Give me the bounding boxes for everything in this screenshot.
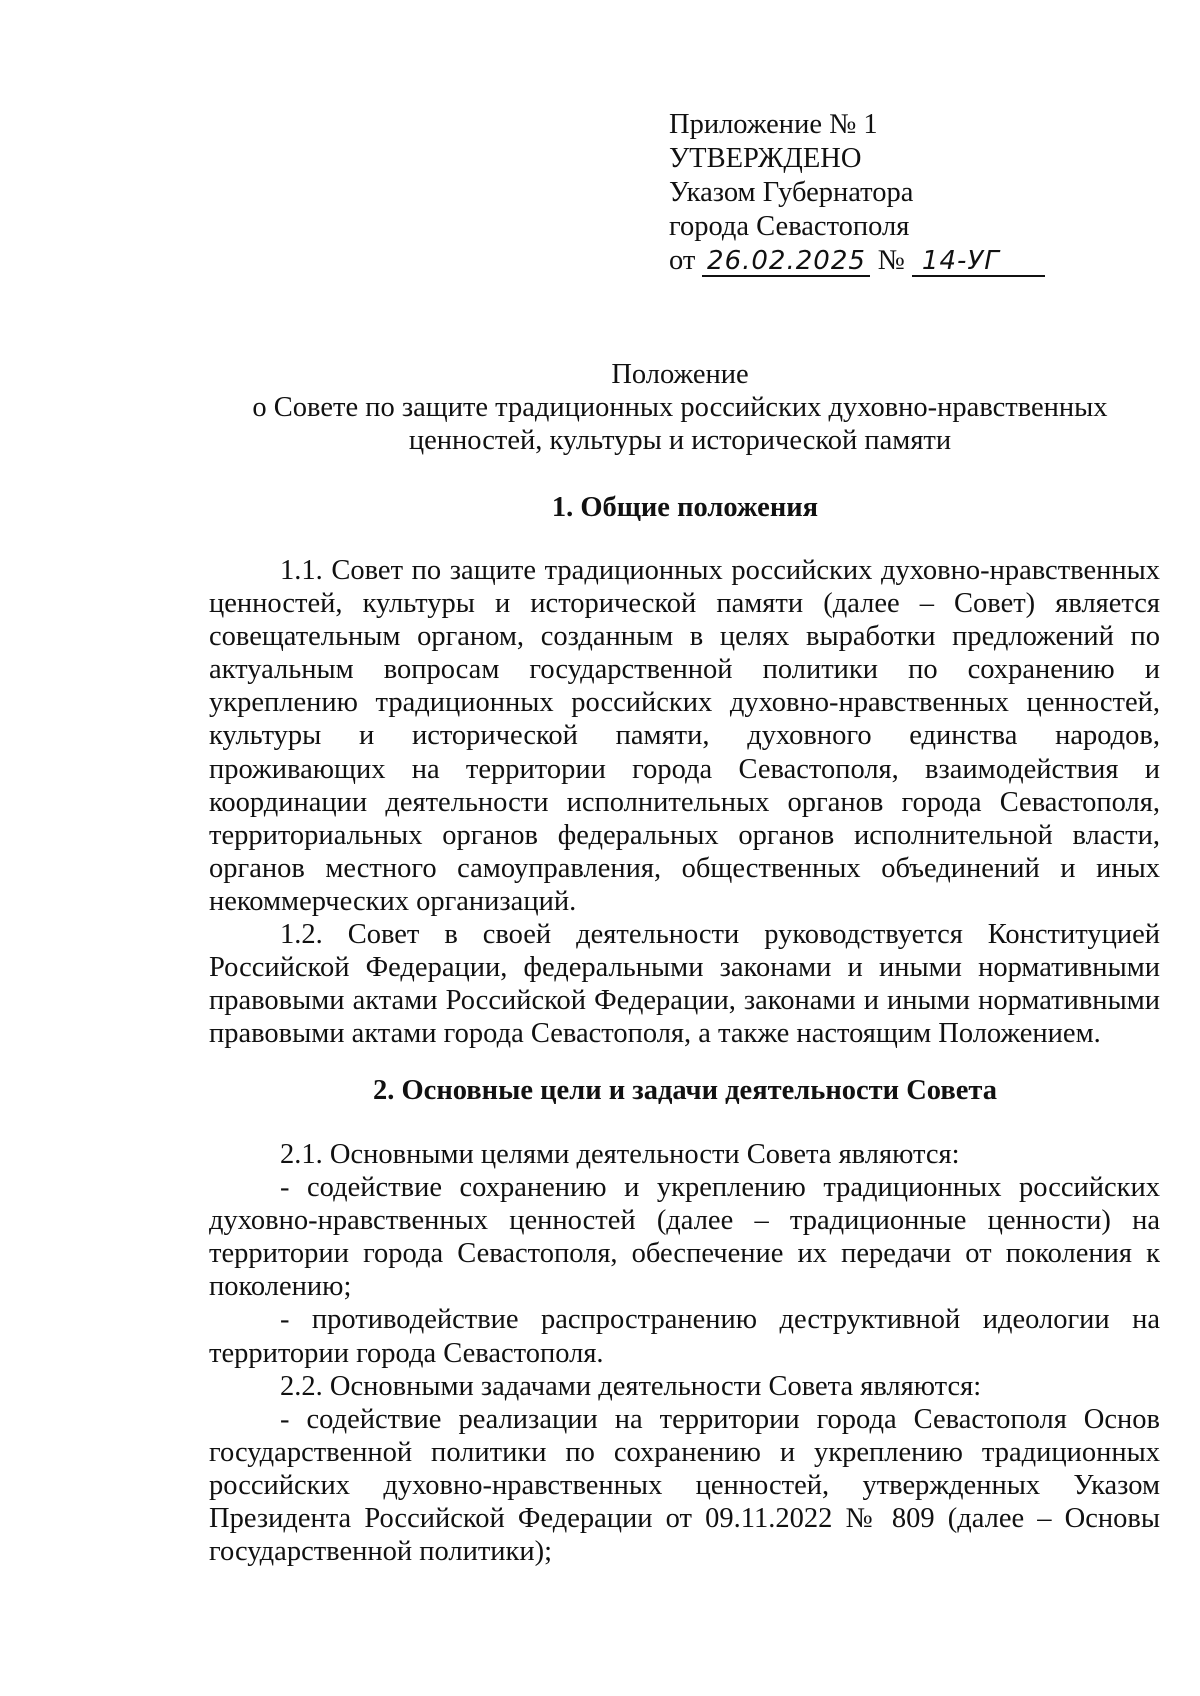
city-label: города Севастополя: [669, 211, 910, 242]
title-line-3: ценностей, культуры и исторической памяти: [408, 425, 952, 456]
document-title: [150, 358, 1200, 457]
section-1-body: [209, 554, 1160, 1050]
approval-stamp-block: [669, 108, 1045, 278]
paragraph-2-1-item-1: - содействие сохранению и укреплению традиционных российских духовно-нравственных ценностей (далее – традиционные ценности) на территории города Севастополя, обеспечение их передачи от поколения к поколению;: [209, 1172, 1160, 1303]
decree-label: Указом Губернатора: [669, 177, 914, 208]
section-2-heading: 2. Основные цели и задачи деятельности Совета: [373, 1075, 997, 1106]
paragraph-2-2-item-1: - содействие реализации на территории города Севастополя Основ государственной политики по сохранению и укреплению традиционных российских духовно-нравственных ценностей, утвержденных Указом Президента Российской Федерации от 09.11.2022 № 809 (далее – Основы государственной политики);: [209, 1403, 1160, 1568]
section-2-body: [209, 1138, 1160, 1568]
title-line-2: о Совете по защите традиционных российских духовно-нравственных: [252, 392, 1108, 423]
appendix-number: Приложение № 1: [669, 109, 878, 140]
from-label: от: [669, 245, 696, 276]
paragraph-2-1-item-2: - противодействие распространению деструктивной идеологии на территории города Севастополя.: [209, 1304, 1160, 1369]
title-line-1: Положение: [611, 359, 749, 390]
number-label: №: [877, 245, 905, 276]
paragraph-2-2: 2.2. Основными задачами деятельности Совета являются:: [280, 1370, 982, 1402]
handwritten-date: 26.02.2025: [702, 247, 870, 277]
paragraph-2-1: 2.1. Основными целями деятельности Совета являются:: [280, 1139, 960, 1170]
approved-label: УТВЕРЖДЕНО: [669, 143, 862, 174]
paragraph-1-1: 1.1. Совет по защите традиционных российских духовно-нравственных ценностей, культуры и исторической памяти (далее – Совет) является совещательным органом, созданным в целях выработки предложений по актуальным вопросам государственной политики по сохранению и укреплению традиционных российских духовно-нравственных ценностей, культуры и исторической памяти, духовного единства народов, проживающих на территории города Севастополя, взаимодействия и координации деятельности исполнительных органов города Севастополя, территориальных органов федеральных органов исполнительной власти, органов местного самоуправления, общественных объединений и иных некоммерческих организаций.: [209, 555, 1160, 917]
paragraph-1-2: 1.2. Совет в своей деятельности руководствуется Конституцией Российской Федерации, федеральными законами и иными нормативными правовыми актами Российской Федерации, законами и иными нормативными правовыми актами города Севастополя, а также настоящим Положением.: [209, 919, 1160, 1050]
decree-date-number-line: [669, 244, 1045, 278]
section-1-heading: 1. Общие положения: [551, 492, 819, 523]
handwritten-number: 14-УГ: [912, 247, 1045, 277]
